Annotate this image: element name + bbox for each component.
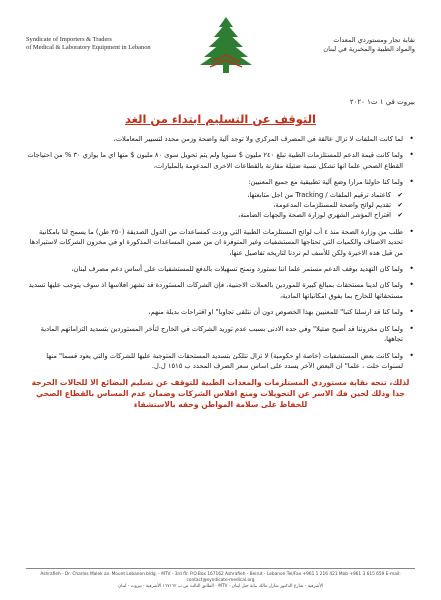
letterhead-arabic: [275, 14, 415, 53]
footer-arabic: الأشرفية - شارع الدكتور شارل مالك بناية جبل لبنان - MTV - الطابق الثالث ص.ب ١٦٧١٦٢ الأشرفية - بيروت - لبنان: [118, 584, 323, 589]
attempt-item: ✔ تقديم لوائح واضحة للمستلزمات المدعومة،: [26, 200, 403, 210]
attempt-item: ✔ كاعتماد ترقيم الملفات / Tracking من اجل متابعتها،: [26, 190, 403, 200]
letter-footer: [26, 568, 415, 590]
footer-english: Ashrafieh - Dr. Charles Malek av. Mount Lebanon bldg. - MTV - 3rd flr. P.O.Box 167162 Ashrafieh - Beirut - Lebanon Tel/Fax +961 1 216 421 Mob +961 3 615 659 E-mail: contact@syndicate-medical.org: [40, 572, 401, 583]
statement-item-attempts: [26, 177, 415, 221]
letter-title: التوقف عن التسليم ابتداء من الغد: [125, 112, 316, 126]
attempt-item: ✔ اقتراح المؤشر الشهري لوزارة الصحة والجهات الضامنة،: [26, 210, 403, 220]
statement-item: • ولما كان لدينا مستحقات بمبالغ كبيرة للموردين بالعملات الاجنبية، فإن الشركات المستوردة قد تشهر افلاسها اذ سوف يتوجب عليها تسديد مستحقاتها للخارج بما يفوق امكانياتها المادية،: [26, 280, 415, 301]
letterhead-ar-line2: والمواد الطبية والمخبرية في لبنان: [323, 44, 415, 53]
statement-item: • ولما كانت بعض المستشفيات (خاصة او حكومية) لا تزال تتلكئ بتسديد المستحقات المتوجبة عليها للشركات والتي يعود قسما" منها لسنوات خلت ، علما" ان البعض الآخر يسدد على اساس سعر الصرف المحدد ب ١٥١٥ ل.ل.: [26, 351, 415, 372]
statement-list: [26, 134, 415, 371]
letter-date: بيروت في ١ ت١ ٢٠٢٠: [349, 98, 415, 106]
letterhead-ar-line1: نقابة تجار ومستوردي المعدات: [333, 36, 415, 44]
letterhead: [26, 14, 415, 84]
attempts-list: [26, 190, 403, 221]
cedar-tree-icon: [195, 14, 257, 76]
statement-item: • ولما كانت قيمة الدعم للمستلزمات الطبية تبلغ ٢٤٠ مليون $ سنويا ولم يتم تحويل سوى ٨٠ مليون $ منها اي ما يوازي ٣٠ % من احتياجات القطاع الصحي علما انها تشكل نسبة ضئيلة مقارنة بالقطاعات الاخرى المدعومة بالمليارات،: [26, 150, 415, 171]
statement-item: • ولما كان التهديد بوقف الدعم مستمر علما اننا نستورد ونمنح تسهيلات بالدفع للمستشفيات على أساس دعم مصرف لبنان،: [26, 264, 415, 274]
statement-text: ولما كنا حاولنا مرارا وضع آلية تطبيقية مع جميع المعنيين:: [248, 178, 403, 187]
statement-item: • ولما كنا قد ارسلنا كتبا" للمعنيين بهذا الخصوص دون أن نتلقى تجاوبا" او اقتراحات بديلة منهم،: [26, 307, 415, 317]
statement-item: • لما كانت الملفات لا تزال عالقة في المصرف المركزي ولا توجد آلية واضحة وزمن محدد لتسيير المعاملات،: [26, 134, 415, 144]
letter-body: [26, 98, 415, 410]
statement-item: • ولما كان مخزوننا قد أصبح ضئيلا" وفي حده الادنى بسبب عدم توريد الشركات في الخارج لتأخر المستوردين بتسديد التزاماتهم المادية تجاهها،: [26, 324, 415, 345]
letterhead-english: [26, 14, 176, 52]
letterhead-en-line2: of Medical & Laboratory Equipment in Lebanon: [26, 44, 151, 51]
letterhead-en-line1: Syndicate of Importers & Traders: [26, 36, 112, 43]
statement-item: • طلب من وزارة الصحة منذ ٤ أب لوائح المستلزمات الطبية التي وردت كمساعدات من الدول الصديقة (٢٥٠ طن) ما يسمح لنا بامكانية تحديد الاصناف والكميات التي تحتاجها المستشفيات وغير المتوفرة ان من ضمن المساعدات المذكورة او في مخزون الشركات لاستيرادها من قبل هذه الاخيرة ولكن للأسف لم تردنا لتاريخه تفاصيل عنها،: [26, 227, 415, 258]
conclusion-paragraph: لذلك، تتجه نقابة مستوردي المستلزمات والمعدات الطبية للتوقف عن تسليم البضائع الا للحالات الحرجة جدا وذلك لحين فك الاسر عن التحويلات ومنع افلاس الشركات وضمان عدم المساس بالقطاع الصحي للحفاظ على سلامة المواطن وحقه بالاستشفاء: [31, 378, 410, 410]
